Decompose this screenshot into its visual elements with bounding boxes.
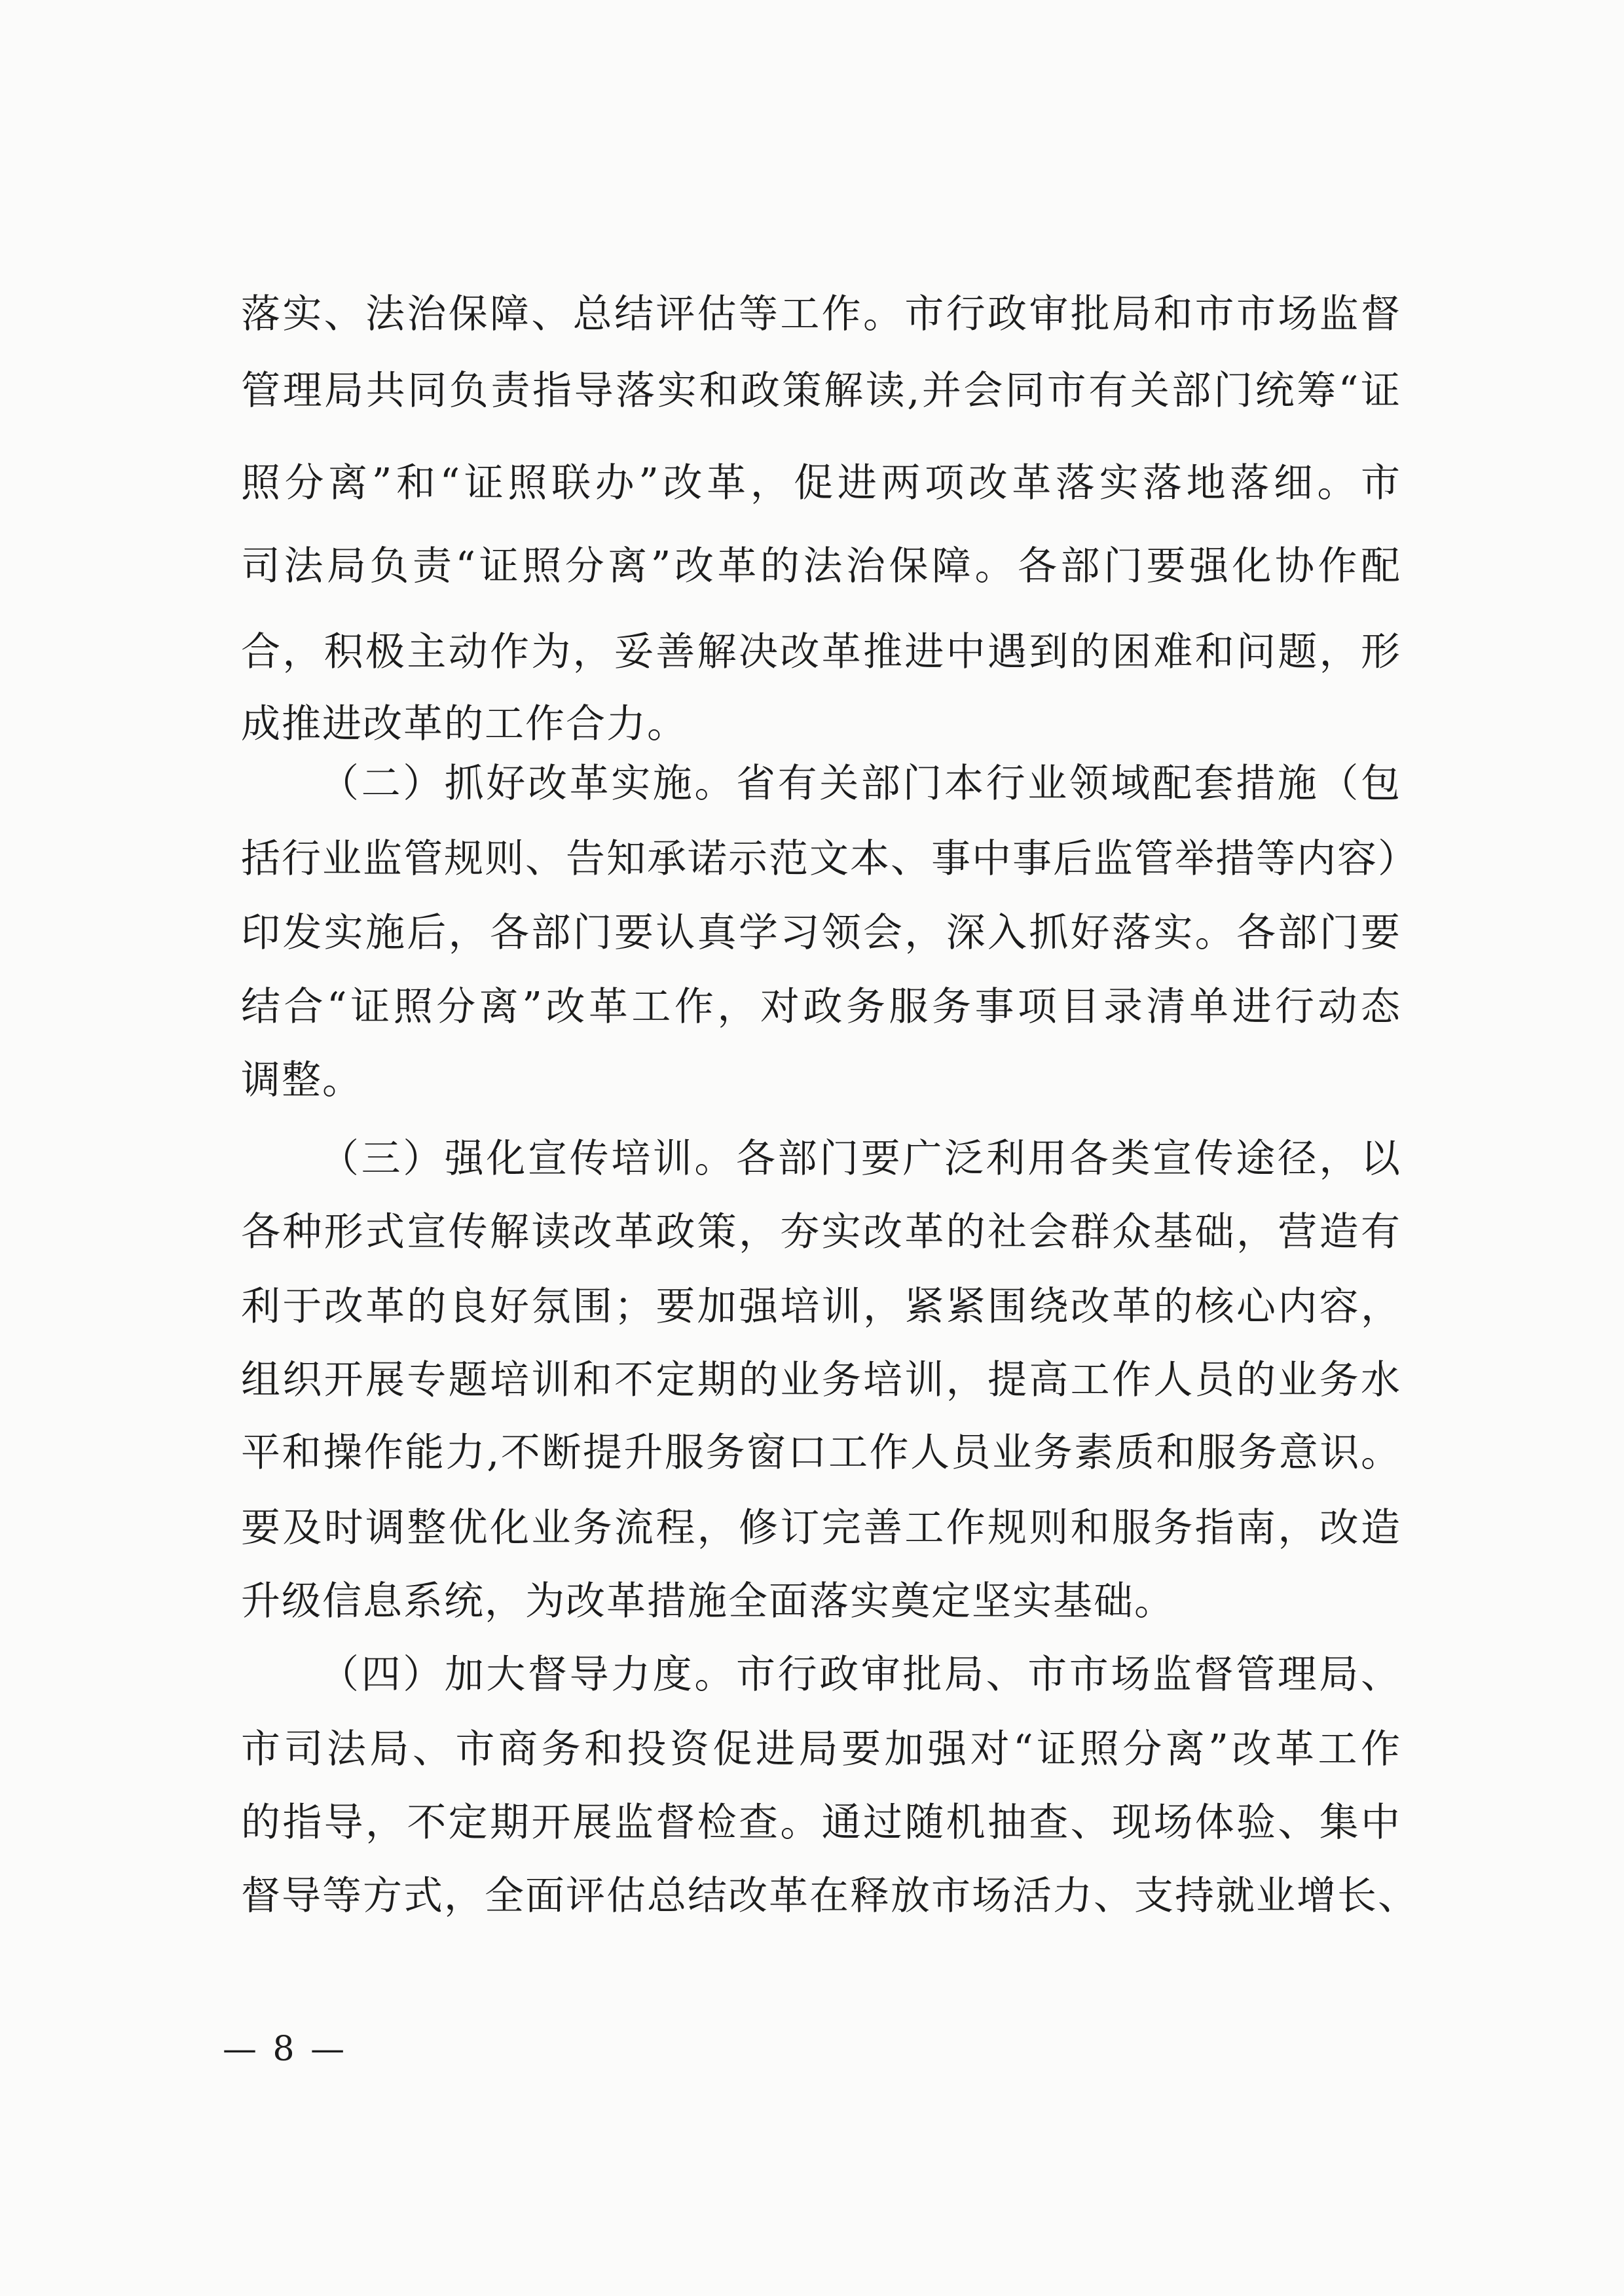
body-text-line: 落实、法治保障、总结评估等工作。市行政审批局和市市场监督 (241, 291, 1401, 337)
body-text-line: 结合“证照分离”改革工作，对政务服务事项目录清单进行动态 (241, 984, 1401, 1030)
section-heading-line: （三）强化宣传培训。各部门要广泛利用各类宣传途径，以 (320, 1136, 1401, 1182)
body-text-line: 照分离”和“证照联办”改革，促进两项改革落实落地落细。市 (241, 460, 1401, 506)
body-text-line: 调整。 (241, 1057, 363, 1103)
body-text-line: 利于改革的良好氛围；要加强培训，紧紧围绕改革的核心内容， (241, 1284, 1401, 1330)
body-text-line: 督导等方式，全面评估总结改革在释放市场活力、支持就业增长、 (241, 1873, 1418, 1919)
body-text-line: 的指导，不定期开展监督检查。通过随机抽查、现场体验、集中 (241, 1800, 1401, 1846)
body-text-line: 组织开展专题培训和不定期的业务培训，提高工作人员的业务水 (241, 1357, 1401, 1403)
body-text-line: 各种形式宣传解读改革政策，夯实改革的社会群众基础，营造有 (241, 1209, 1401, 1255)
body-text-line: 市司法局、市商务和投资促进局要加强对“证照分离”改革工作 (241, 1726, 1401, 1772)
body-text-line: 印发实施后，各部门要认真学习领会，深入抓好落实。各部门要 (241, 910, 1401, 956)
section-heading-line: （四）加大督导力度。市行政审批局、市市场监督管理局、 (320, 1652, 1401, 1698)
page-number: — 8 — (223, 2030, 348, 2069)
body-text-line: 括行业监管规则、告知承诺示范文本、事中事后监管举措等内容） (241, 836, 1418, 882)
body-text-line: 升级信息系统，为改革措施全面落实奠定坚实基础。 (241, 1578, 1175, 1624)
body-text-line: 要及时调整优化业务流程，修订完善工作规则和服务指南，改造 (241, 1505, 1401, 1551)
body-text-line: 司法局负责“证照分离”改革的法治保障。各部门要强化协作配 (241, 543, 1401, 589)
body-text-line: 平和操作能力,不断提升服务窗口工作人员业务素质和服务意识。 (241, 1430, 1401, 1476)
body-text-line: 管理局共同负责指导落实和政策解读,并会同市有关部门统筹“证 (241, 368, 1401, 414)
body-text-line: 合，积极主动作为，妥善解决改革推进中遇到的困难和问题，形 (241, 629, 1401, 675)
section-two-text: （二）抓好改革实施。省有关部门本行业领域配套措施（包 (320, 761, 1401, 807)
body-text-line: 成推进改革的工作合力。 (241, 701, 688, 747)
